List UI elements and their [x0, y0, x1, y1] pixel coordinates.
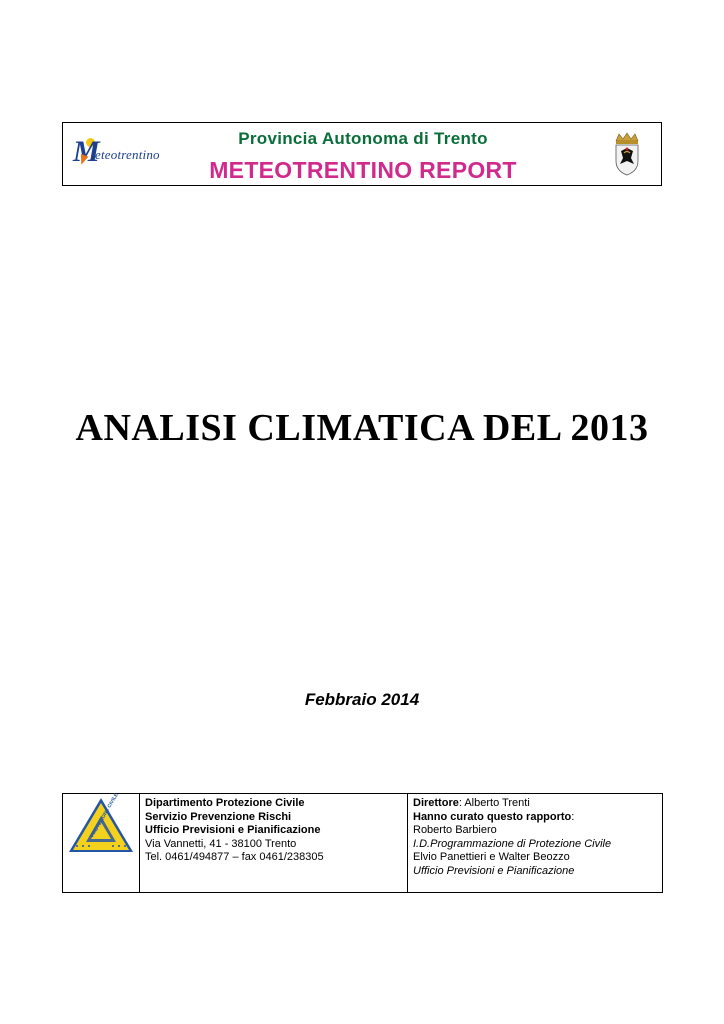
- curated-label: Hanno curato questo rapporto: [413, 810, 572, 823]
- office-name: Ufficio Previsioni e Pianificazione: [145, 824, 321, 836]
- logo-text: eteotrentino: [95, 147, 160, 162]
- logo-label: PROTEZIONE CIVILE: [89, 792, 120, 839]
- department-cell: [140, 794, 408, 893]
- director-name: : Alberto Trenti: [458, 797, 530, 809]
- header-subtitle: Provincia Autonoma di Trento: [238, 129, 488, 148]
- document-title: ANALISI CLIMATICA DEL 2013: [75, 407, 649, 449]
- phone-fax: Tel. 0461/494877 – fax 0461/238305: [145, 851, 324, 863]
- header-title: METEOTRENTINO REPORT: [209, 157, 517, 183]
- author-2-role: Ufficio Previsioni e Pianificazione: [413, 864, 575, 877]
- civil-protection-logo-cell: [63, 794, 140, 893]
- address: Via Vannetti, 41 - 38100 Trento: [145, 837, 297, 850]
- department-name: Dipartimento Protezione Civile: [145, 797, 305, 809]
- logo-letter: M: [73, 135, 100, 168]
- document-date: Febbraio 2014: [304, 690, 420, 709]
- author-2: Elvio Panettieri e Walter Beozzo: [413, 851, 570, 863]
- service-name: Servizio Prevenzione Rischi: [145, 810, 292, 823]
- report-header: [62, 122, 662, 186]
- curated-colon: :: [571, 810, 575, 823]
- director-label: Direttore: [413, 797, 459, 809]
- credits-cell: [408, 794, 663, 893]
- author-1-role: I.D.Programmazione di Protezione Civile: [413, 837, 612, 850]
- footer-info-table: [62, 793, 663, 893]
- coat-of-arms-icon: [613, 131, 641, 177]
- author-1: Roberto Barbiero: [413, 824, 497, 836]
